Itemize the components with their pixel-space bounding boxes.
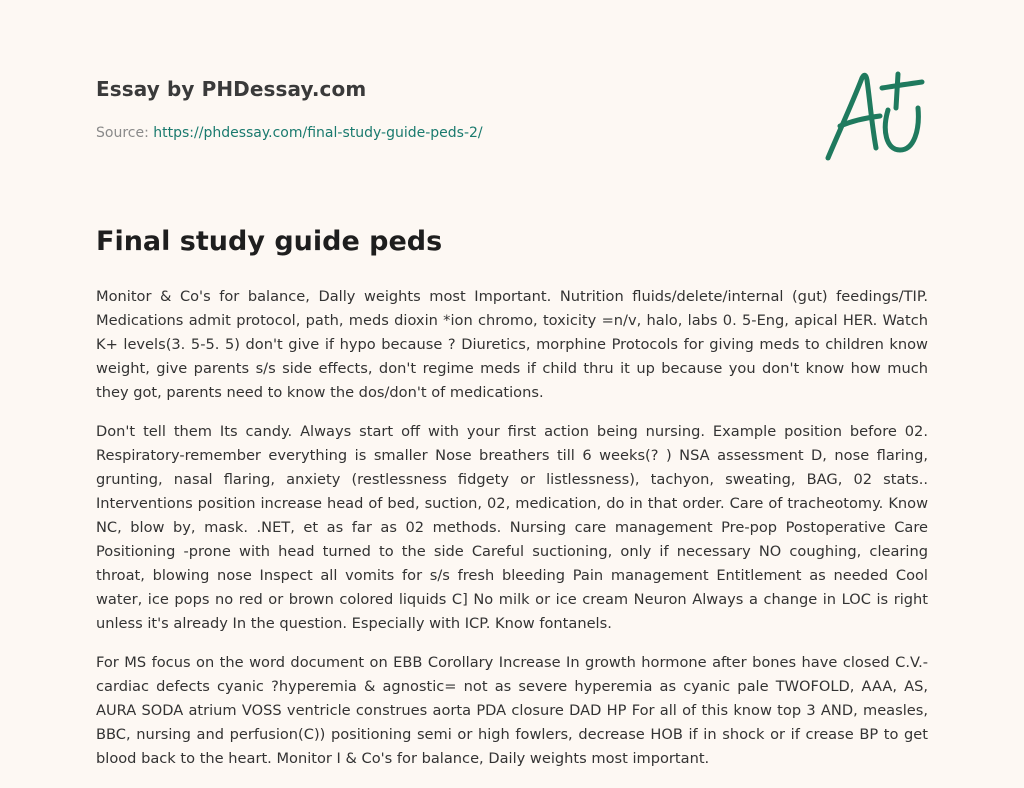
source-line [96,125,483,141]
essay-paragraph: Monitor & Co's for balance, Dally weights most Important. Nutrition fluids/delete/internal (gut) feedings/TIP. Medications admit protocol, path, meds dioxin *ion chromo, toxicity =n/v, halo, labs 0. 5-Eng, apical HER. Watch K+ levels(3. 5-5. 5) don't give if hypo because ? Diuretics, morphine Protocols for giving meds to children know weight, give parents s/s side effects, don't regime meds if child thru it up because you don't know how much they got, parents need to know the dos/don't of medications. [96,288,928,401]
essay-title: Final study guide peds [96,226,443,257]
a-plus-logo-icon [818,64,930,168]
essay-body [96,285,928,786]
essay-paragraph: For MS focus on the word document on EBB Corollary Increase In growth hormone after bones have closed C.V.-cardiac defects cyanic ?hyperemia & agnostic= not as severe hyperemia as cyanic pale TWOFOLD, AAA, AS, AURA SODA atrium VOSS ventricle construes aorta PDA closure DAD HP For all of this know top 3 AND, measles, BBC, nursing and perfusion(C)) positioning semi or high fowlers, decrease HOB if in shock or if crease BP to get blood back to the heart. Monitor I & Co's for balance, Daily weights most important. [96,654,928,767]
source-label: Source: [96,125,149,141]
source-link[interactable]: https://phdessay.com/final-study-guide-peds-2/ [153,125,483,141]
brand-title: Essay by PHDessay.com [96,77,367,101]
essay-paragraph: Don't tell them Its candy. Always start off with your first action being nursing. Example position before 02. Respiratory-remember everything is smaller Nose breathers till 6 weeks(? ) NSA assessment D, nose flaring, grunting, nasal flaring, anxiety (restlessness fidgety or listlessness), tachyon, sweating, BAG, 02 stats.. Interventions position increase head of bed, suction, 02, medication, do in that order. Care of tracheotomy. Know NC, blow by, mask. .NET, et as far as 02 methods. Nursing care management Pre-pop Postoperative Care Positioning -prone with head turned to the side Careful suctioning, only if necessary NO coughing, clearing throat, blowing nose Inspect all vomits for s/s fresh bleeding Pain management Entitlement as needed Cool water, ice pops no red or brown colored liquids C] No milk or ice cream Neuron Always a change in LOC is right unless it's already In the question. Especially with ICP. Know fontanels. [96,423,928,632]
